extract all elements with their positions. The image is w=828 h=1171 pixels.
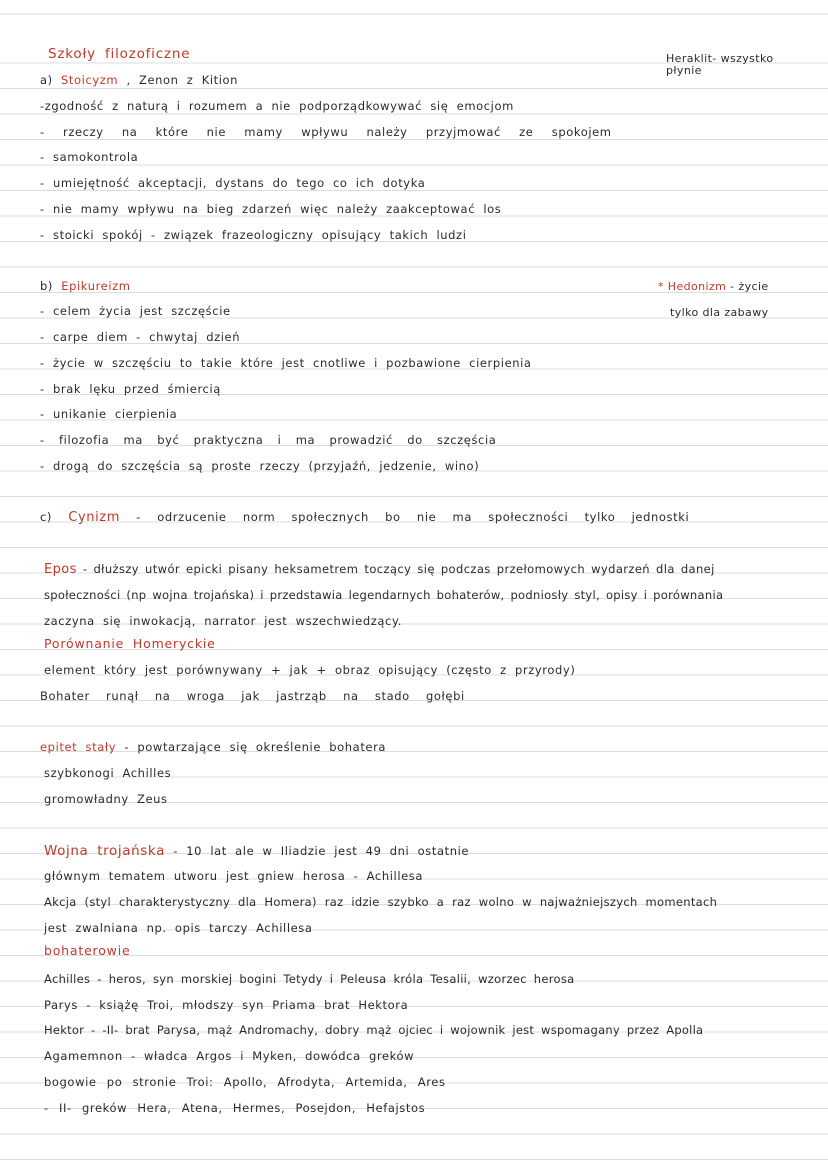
side-note-heraclitus-line1: Heraklit- wszystko — [666, 52, 774, 65]
trojan-war-term: Wojna trojańska — [44, 843, 165, 859]
epos-line3: zaczyna się inwokacją, narrator jest wszechwiedzący. — [44, 614, 402, 628]
epithet-line — [40, 739, 386, 755]
homeric-comparison-definition: element który jest porównywany + jak + obraz opisujący (często z przyrody) — [44, 663, 576, 677]
stoicism-name: Stoicyzm — [61, 73, 119, 87]
epicureanism-point: - celem życia jest szczęście — [40, 304, 231, 318]
homeric-comparison-heading: Porównanie Homeryckie — [44, 636, 216, 651]
stoicism-point: - stoicki spokój - związek frazeologiczny opisujący takich ludzi — [40, 228, 467, 242]
stoicism-point: -zgodność z naturą i rozumem a nie podporządkowywać się emocjom — [40, 99, 514, 113]
epicureanism-point: - brak lęku przed śmiercią — [40, 382, 221, 396]
hero-item: Hektor - -II- brat Parysa, mąż Andromachy, dobry mąż ojciec i wojownik jest wspomagany przez Apolla — [44, 1023, 704, 1037]
hedonism-rest: - życie — [726, 280, 769, 293]
epicureanism-point: - unikanie cierpienia — [40, 407, 178, 421]
hero-item: bogowie po stronie Troi: Apollo, Afrodyta, Artemida, Ares — [44, 1075, 446, 1089]
side-note-heraclitus-line2: płynie — [666, 64, 702, 77]
epithet-example: szybkonogi Achilles — [44, 766, 172, 780]
hero-item: - II- greków Hera, Atena, Hermes, Posejdon, Hefajstos — [44, 1101, 426, 1115]
cynicism-definition: - odrzucenie norm społecznych bo nie ma społeczności tylko jednostki — [119, 510, 690, 524]
trojan-war-line4: jest zwalniana np. opis tarczy Achillesa — [44, 921, 313, 935]
epicureanism-name: Epikureizm — [61, 279, 131, 293]
stoicism-point: - rzeczy na które nie mamy wpływu należy przyjmować ze spokojem — [40, 125, 612, 139]
cynicism-name: Cynizm — [68, 510, 120, 525]
trojan-war-line2: głównym tematem utworu jest gniew herosa - Achillesa — [44, 869, 424, 883]
stoicism-prefix: a) — [40, 73, 61, 87]
stoicism-heading — [40, 72, 238, 88]
epithet-term: epitet stały — [40, 740, 117, 754]
epicureanism-point: - filozofia ma być praktyczna i ma prowadzić do szczęścia — [40, 433, 497, 447]
trojan-war-line3: Akcja (styl charakterystyczny dla Homera) raz idzie szybko a raz wolno w najważniejszych momentach — [44, 895, 718, 909]
epithet-example: gromowładny Zeus — [44, 792, 168, 806]
stoicism-point: - umiejętność akceptacji, dystans do tego co ich dotyka — [40, 176, 426, 190]
hero-item: Agamemnon - władca Argos i Myken, dowódca greków — [44, 1049, 415, 1063]
epicureanism-point: - życie w szczęściu to takie które jest cnotliwe i pozbawione cierpienia — [40, 356, 532, 370]
epicureanism-heading — [40, 278, 131, 294]
epicureanism-point: - drogą do szczęścia są proste rzeczy (przyjaźń, jedzenie, wino) — [40, 459, 480, 473]
stoicism-point: - samokontrola — [40, 150, 139, 164]
epithet-definition: - powtarzające się określenie bohatera — [116, 740, 387, 754]
hero-item: Parys - książę Troi, młodszy syn Priama brat Hektora — [44, 998, 409, 1012]
stoicism-founder: , Zenon z Kition — [118, 73, 239, 87]
hedonism-term: * Hedonizm — [658, 280, 727, 293]
epos-line2: społeczności (np wojna trojańska) i przedstawia legendarnych bohaterów, podniosły styl, opisy i porównania — [44, 588, 724, 602]
cynicism-prefix: c) — [40, 510, 69, 524]
side-note-hedonism-line2: tylko dla zabawy — [670, 306, 769, 319]
heroes-heading: bohaterowie — [44, 943, 131, 958]
stoicism-point: - nie mamy wpływu na bieg zdarzeń więc należy zaakceptować los — [40, 202, 502, 216]
epos-definition: - dłuższy utwór epicki pisany heksametrem toczący się podczas przełomowych wydarzeń dla danej — [76, 562, 715, 576]
trojan-war-line1 — [44, 843, 469, 859]
hero-item: Achilles - heros, syn morskiej bogini Tetydy i Peleusa króla Tesalii, wzorzec herosa — [44, 972, 575, 986]
homeric-comparison-example: Bohater runął na wroga jak jastrząb na stado gołębi — [40, 689, 465, 703]
epos-line1 — [44, 561, 715, 578]
epicureanism-point: - carpe diem - chwytaj dzień — [40, 330, 241, 344]
epos-term: Epos — [44, 562, 77, 577]
cynicism-line — [40, 509, 689, 526]
trojan-war-duration: - 10 lat ale w Iliadzie jest 49 dni ostatnie — [164, 844, 470, 858]
side-note-hedonism-line1 — [658, 280, 769, 293]
epicureanism-prefix: b) — [40, 279, 62, 293]
page-title: Szkoły filozoficzne — [48, 46, 191, 62]
